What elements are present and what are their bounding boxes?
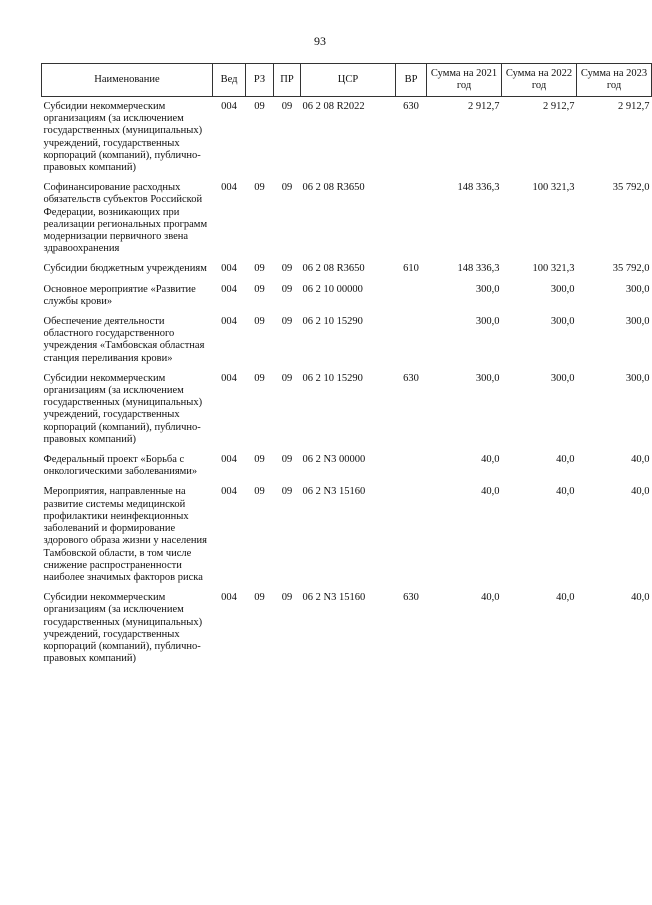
row-sum-2021: 148 336,3 — [457, 182, 500, 194]
row-sum-2022: 40,0 — [556, 454, 575, 466]
table-row — [42, 280, 652, 312]
row-name: Федеральный проект «Борьба с онкологическими заболеваниями» — [43, 454, 198, 478]
row-csr: 06 2 10 15290 — [302, 316, 363, 328]
row-csr: 06 2 08 R3650 — [302, 263, 365, 275]
page-number: 93 — [314, 34, 326, 48]
row-ved: 004 — [221, 592, 237, 604]
row-ved: 004 — [221, 454, 237, 466]
table-row — [42, 312, 652, 369]
table-row — [42, 450, 652, 482]
row-rz: 09 — [254, 283, 265, 295]
row-sum-2022: 2 912,7 — [543, 101, 575, 112]
row-vr: 610 — [403, 263, 419, 275]
row-name: Субсидии некоммерческим организациям (за исключением государственных (муниципальных) учреждений, государственных корпораций (компаний), публично-правовых компаний) — [43, 372, 203, 445]
row-csr: 06 2 08 R2022 — [302, 101, 365, 112]
row-name: Субсидии некоммерческим организациям (за исключением государственных (муниципальных) учреждений, государственных корпораций (компаний), публично-правовых компаний) — [43, 592, 203, 665]
row-vr — [396, 178, 427, 259]
row-sum-2022: 40,0 — [556, 486, 575, 498]
row-pr: 09 — [281, 486, 293, 498]
row-rz: 09 — [254, 101, 265, 112]
row-vr — [396, 312, 427, 369]
row-sum-2023: 40,0 — [631, 454, 650, 466]
row-sum-2022: 100 321,3 — [532, 182, 575, 194]
row-rz: 09 — [254, 486, 265, 498]
header-name: Наименование — [42, 64, 213, 97]
row-pr: 09 — [281, 592, 293, 604]
header-ved: Вед — [213, 64, 246, 97]
row-sum-2022: 300,0 — [550, 316, 575, 328]
row-sum-2023: 35 792,0 — [612, 263, 650, 275]
row-sum-2021: 40,0 — [481, 592, 500, 604]
row-vr — [396, 450, 427, 482]
header-pr: ПР — [274, 64, 301, 97]
row-csr: 06 2 10 15290 — [302, 372, 363, 384]
row-sum-2021: 300,0 — [475, 283, 500, 295]
row-sum-2022: 100 321,3 — [532, 263, 575, 275]
row-rz: 09 — [254, 316, 265, 328]
row-rz: 09 — [254, 263, 265, 275]
table-header-row — [42, 64, 652, 97]
row-sum-2021: 2 912,7 — [468, 101, 500, 112]
row-vr: 630 — [403, 372, 419, 384]
row-sum-2021: 148 336,3 — [457, 263, 500, 275]
header-csr: ЦСР — [301, 64, 396, 97]
row-ved: 004 — [221, 263, 237, 275]
row-sum-2023: 300,0 — [625, 372, 650, 384]
row-ved: 004 — [221, 486, 237, 498]
table-row — [42, 369, 652, 450]
row-sum-2023: 300,0 — [625, 316, 650, 328]
row-rz: 09 — [254, 454, 265, 466]
row-rz: 09 — [254, 592, 265, 604]
row-vr — [396, 280, 427, 312]
row-vr: 630 — [403, 592, 419, 604]
row-sum-2022: 40,0 — [556, 592, 575, 604]
row-pr: 09 — [281, 283, 293, 295]
row-sum-2022: 300,0 — [550, 283, 575, 295]
row-pr: 09 — [281, 263, 293, 275]
table-row — [42, 178, 652, 259]
row-name: Субсидии некоммерческим организациям (за исключением государственных (муниципальных) учреждений, государственных корпораций (компаний), публично-правовых компаний) — [43, 101, 203, 174]
row-sum-2023: 2 912,7 — [618, 101, 650, 112]
row-ved: 004 — [221, 182, 237, 194]
row-name: Мероприятия, направленные на развитие системы медицинской профилактики неинфекционных заболеваний и формирование здорового образа жизни у населения Тамбовской области, в том числе снижение распространенности наиболее значимых факторов риска — [43, 486, 207, 583]
header-sum-2022: Сумма на 2022 год — [502, 64, 577, 97]
row-vr — [396, 482, 427, 588]
table-row — [42, 588, 652, 669]
row-sum-2023: 40,0 — [631, 486, 650, 498]
row-ved: 004 — [221, 283, 237, 295]
table-row — [42, 97, 652, 179]
table-row — [42, 482, 652, 588]
row-pr: 09 — [281, 101, 293, 112]
row-pr: 09 — [281, 316, 293, 328]
row-csr: 06 2 10 00000 — [302, 283, 363, 295]
row-sum-2023: 300,0 — [625, 283, 650, 295]
row-name: Обеспечение деятельности областного государственного учреждения «Тамбовская областная станция переливания крови» — [43, 316, 205, 364]
row-sum-2023: 40,0 — [631, 592, 650, 604]
header-vr: ВР — [396, 64, 427, 97]
row-csr: 06 2 N3 15160 — [302, 592, 366, 604]
row-rz: 09 — [254, 182, 265, 194]
row-csr: 06 2 N3 15160 — [302, 486, 366, 498]
row-ved: 004 — [221, 372, 237, 384]
row-sum-2021: 300,0 — [475, 372, 500, 384]
row-pr: 09 — [281, 372, 293, 384]
row-sum-2021: 40,0 — [481, 454, 500, 466]
row-name: Основное мероприятие «Развитие службы крови» — [43, 283, 196, 307]
header-rz: РЗ — [246, 64, 274, 97]
header-sum-2023: Сумма на 2023 год — [577, 64, 652, 97]
row-rz: 09 — [254, 372, 265, 384]
row-sum-2021: 40,0 — [481, 486, 500, 498]
header-sum-2021: Сумма на 2021 год — [427, 64, 502, 97]
row-ved: 004 — [221, 101, 237, 112]
row-pr: 09 — [281, 454, 293, 466]
row-name: Софинансирование расходных обязательств субъектов Российской Федерации, возникающих при реализации региональных программ модернизации первичного звена здравоохранения — [43, 182, 208, 255]
row-sum-2022: 300,0 — [550, 372, 575, 384]
row-sum-2021: 300,0 — [475, 316, 500, 328]
row-csr: 06 2 N3 00000 — [302, 454, 366, 466]
row-csr: 06 2 08 R3650 — [302, 182, 365, 194]
table-row — [42, 259, 652, 279]
row-name: Субсидии бюджетным учреждениям — [43, 263, 207, 275]
row-vr: 630 — [403, 101, 419, 112]
row-ved: 004 — [221, 316, 237, 328]
budget-table — [41, 63, 652, 669]
row-pr: 09 — [281, 182, 293, 194]
row-sum-2023: 35 792,0 — [612, 182, 650, 194]
